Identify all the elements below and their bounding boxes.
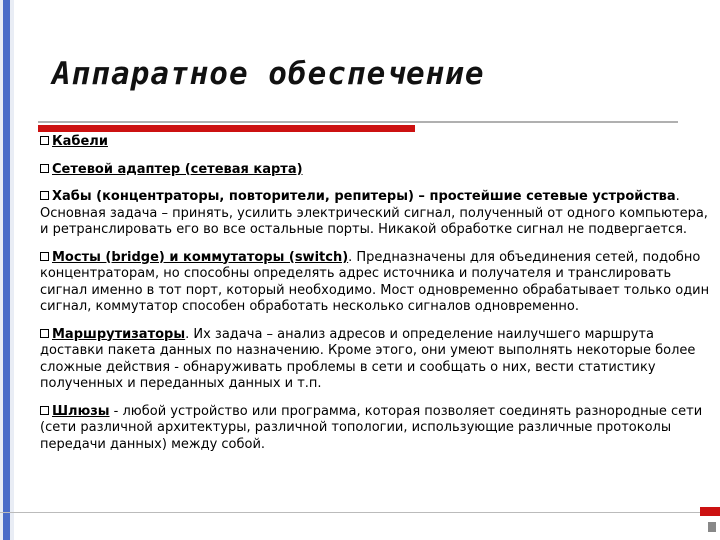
list-item-hubs — [40, 189, 712, 239]
square-bullet-icon — [40, 329, 49, 338]
footer-rule — [0, 512, 705, 513]
corner-mark — [708, 522, 716, 532]
square-bullet-icon — [40, 136, 49, 145]
item-title: Маршрутизаторы — [52, 326, 186, 342]
slide-title: Аппаратное обеспечение — [52, 56, 485, 92]
item-title: Хабы (концентраторы, повторители, репитеры) – простейшие сетевые устройства — [52, 189, 676, 204]
square-bullet-icon — [40, 252, 49, 261]
list-item-routers — [40, 327, 712, 393]
list-item-cables — [40, 134, 712, 151]
square-bullet-icon — [40, 164, 49, 173]
item-title: Шлюзы — [52, 403, 110, 419]
square-bullet-icon — [40, 406, 49, 415]
item-description: - любой устройство или программа, которая позволяет соединять разнородные сети (сети различной архитектуры, различной топологии, использующие различные протоколы передачи данных) между собой. — [40, 403, 703, 452]
list-item-gateways — [40, 404, 712, 454]
title-underline — [38, 121, 678, 123]
list-item-network-adapter — [40, 162, 712, 179]
item-title: Кабели — [52, 134, 108, 149]
title-accent-bar — [38, 125, 415, 132]
footer-accent — [700, 507, 720, 516]
item-description: . Основная задача – принять, усилить электрический сигнал, полученный от одного компьютера, и ретранслировать его во все остальные порты. Никакой обработке сигнал не подвергается. — [40, 189, 708, 237]
square-bullet-icon — [40, 191, 49, 200]
list-item-bridges-switches — [40, 250, 712, 316]
item-title: Сетевой адаптер (сетевая карта) — [52, 161, 303, 177]
item-title: Мосты (bridge) и коммутаторы (switch) — [52, 249, 349, 265]
item-description: . Предназначены для объединения сетей, подобно концентраторам, но способны определять адрес источника и получателя и транслировать сигнал именно в тот порт, который необходимо. Мост одновременно обрабатывает только один сигнал, коммутатор способен обработать несколько сигналов одновременно. — [40, 249, 710, 314]
slide-side-bar — [3, 0, 10, 540]
item-description: . Их задача – анализ адресов и определение наилучшего маршрута доставки пакета данных по назначению. Кроме этого, они умеют выполнять некоторые более сложные действия - обнаруживать проблемы в сети и сообщать о них, вести статистику полученных и переданных данных и т.п. — [40, 326, 696, 391]
bullet-list — [40, 134, 712, 461]
